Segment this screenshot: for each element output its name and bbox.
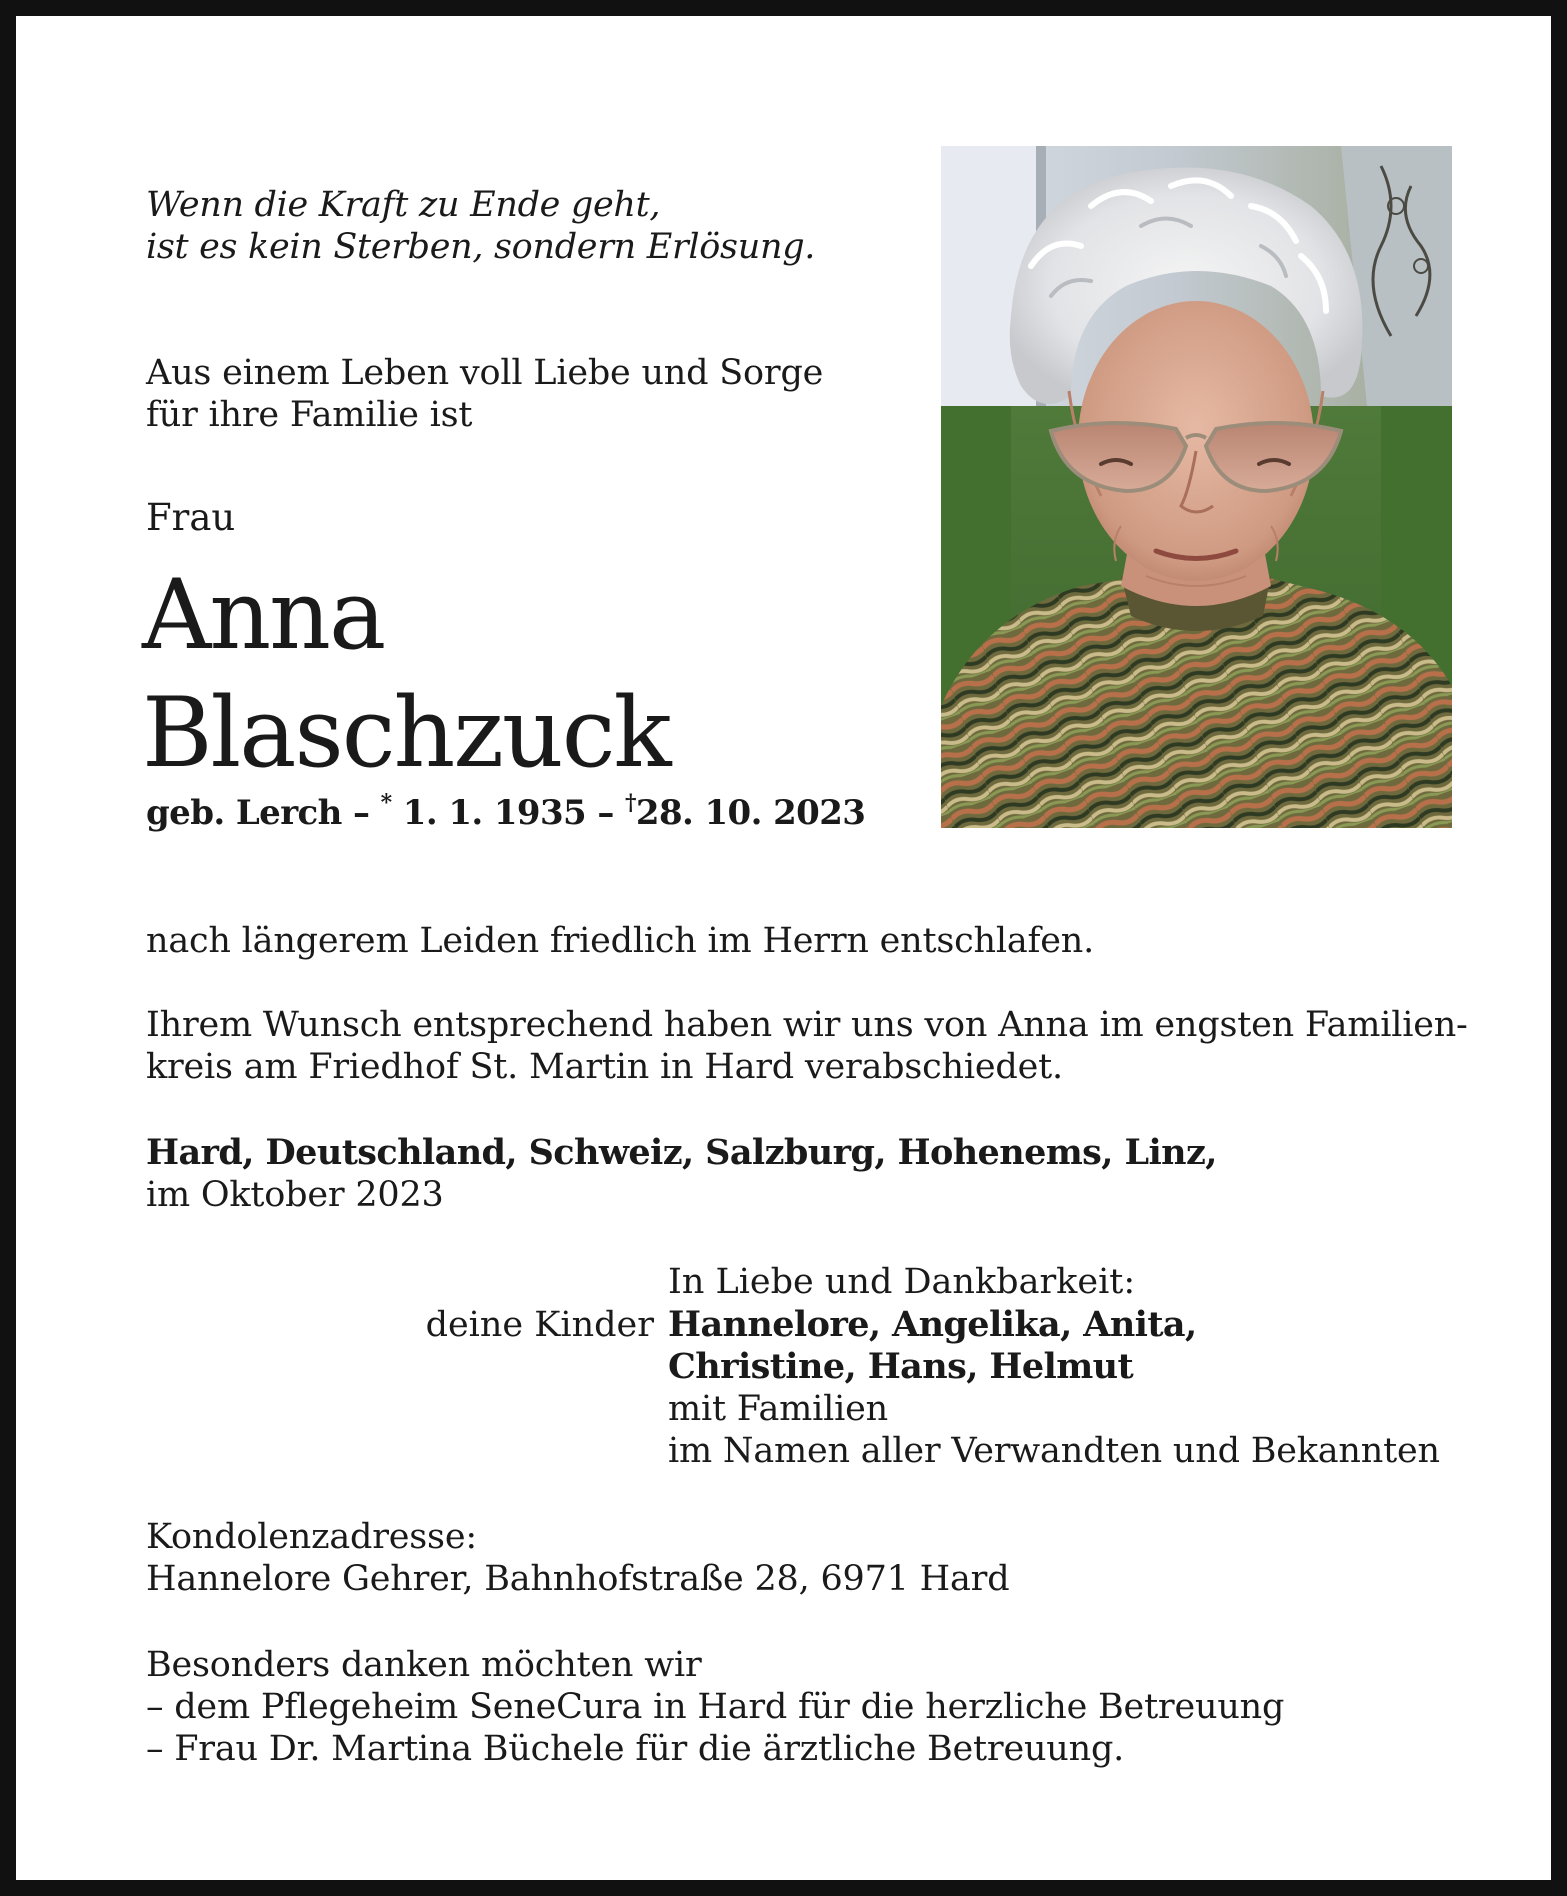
deceased-name: [142, 556, 670, 792]
birth-date: 1. 1. 1935: [402, 793, 587, 833]
death-date: 28. 10. 2023: [635, 793, 866, 833]
born-name: geb. Lerch: [146, 793, 342, 833]
children-names-line-2: Christine, Hans, Helmut: [668, 1346, 1134, 1387]
places-list: Hard, Deutschland, Schweiz, Salzburg, Hohenems, Linz,: [146, 1132, 1217, 1173]
passing-text: nach längerem Leiden friedlich im Herrn entschlafen.: [146, 921, 1095, 961]
intro-text: [146, 352, 823, 436]
farewell-text: [146, 1004, 1468, 1088]
intro-line-2: für ihre Familie ist: [146, 395, 473, 435]
signature-prefix: deine Kinder: [425, 1305, 654, 1345]
signature-block: [668, 1304, 1440, 1472]
death-symbol: †: [625, 790, 636, 816]
with-families: mit Familien: [668, 1389, 888, 1429]
farewell-line-1: Ihrem Wunsch entsprechend haben wir uns von Anna im engsten Familien-: [146, 1005, 1468, 1045]
thanks-intro: Besonders danken möchten wir: [146, 1645, 702, 1685]
thanks-item: – Frau Dr. Martina Büchele für die ärztliche Betreuung.: [146, 1729, 1125, 1769]
portrait-photo-icon: [941, 146, 1452, 828]
quote-line-2: ist es kein Sterben, sondern Erlösung.: [146, 227, 816, 267]
farewell-line-2: kreis am Friedhof St. Martin in Hard verabschiedet.: [146, 1047, 1063, 1087]
epigraph-quote: [146, 184, 815, 268]
special-thanks: [146, 1644, 1284, 1770]
condolence-label: Kondolenzadresse:: [146, 1517, 477, 1557]
month-year: im Oktober 2023: [146, 1175, 444, 1215]
on-behalf-of-relatives: im Namen aller Verwandten und Bekannten: [668, 1431, 1440, 1471]
date-separator-1: –: [352, 793, 370, 833]
intro-line-1: Aus einem Leben voll Liebe und Sorge: [146, 353, 824, 393]
honorific: Frau: [146, 496, 236, 539]
signature-heading: In Liebe und Dankbarkeit:: [668, 1262, 1136, 1302]
life-dates: [146, 792, 865, 834]
condolence-address-line: Hannelore Gehrer, Bahnhofstraße 28, 6971 Hard: [146, 1559, 1010, 1599]
condolence-address: [146, 1516, 1009, 1600]
place-and-date: [146, 1132, 1217, 1216]
thanks-item: – dem Pflegeheim SeneCura in Hard für die herzliche Betreuung: [146, 1687, 1285, 1727]
first-name: Anna: [142, 559, 385, 671]
last-name: Blaschzuck: [142, 677, 670, 789]
quote-line-1: Wenn die Kraft zu Ende geht,: [146, 185, 661, 225]
portrait-photo: [941, 146, 1452, 828]
date-separator-2: –: [597, 793, 614, 833]
birth-symbol: *: [380, 790, 392, 816]
children-names-line-1: Hannelore, Angelika, Anita,: [668, 1304, 1197, 1345]
